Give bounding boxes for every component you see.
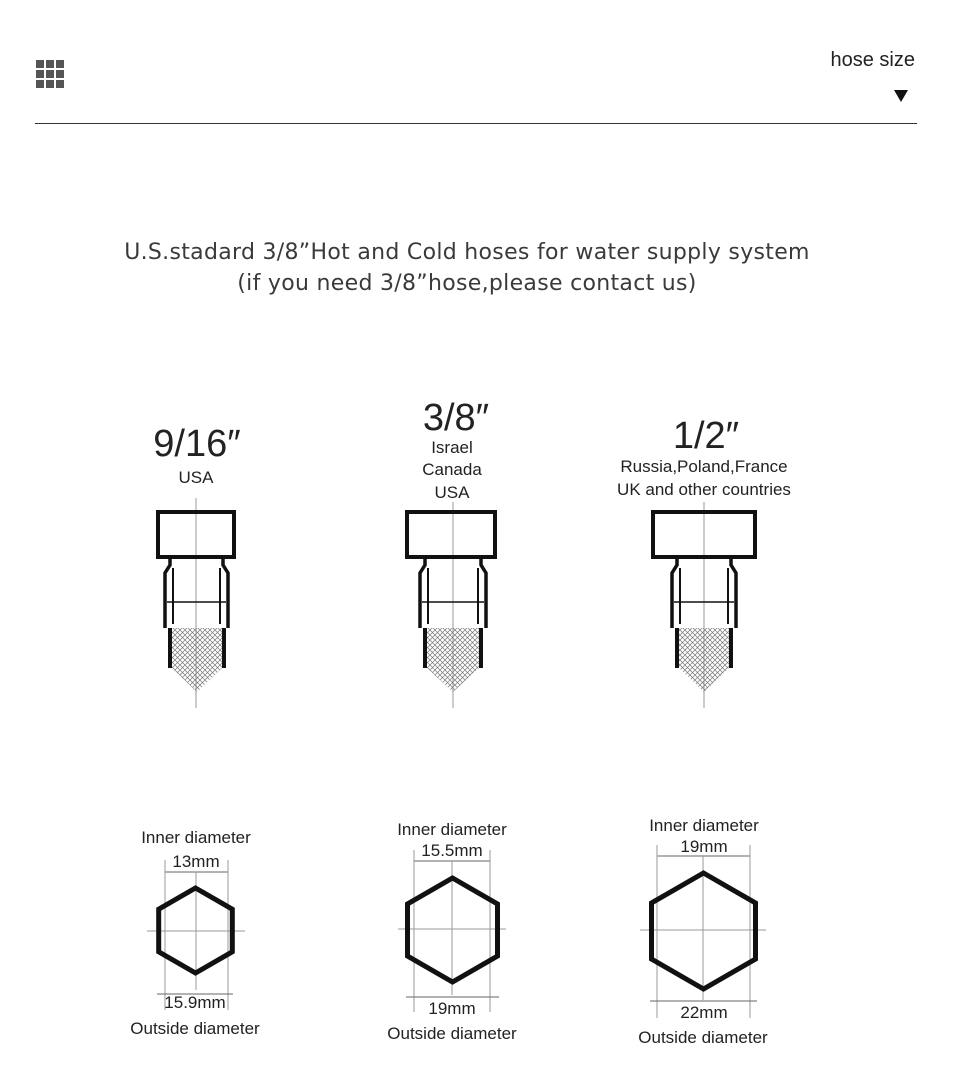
fitting-region-label: USA xyxy=(178,468,214,487)
fitting-region-label: USA xyxy=(434,483,470,502)
hose-size-label[interactable]: hose size xyxy=(830,49,915,71)
inner-diameter-label: Inner diameter xyxy=(397,820,507,839)
inner-diameter-value: 15.5mm xyxy=(421,841,483,860)
outside-diameter-value: 15.9mm xyxy=(164,993,226,1012)
hex-nut-15-5mm xyxy=(387,820,517,1043)
fitting-region-label: Israel xyxy=(431,438,473,457)
headline-line-2: (if you need 3/8”hose,please contact us) xyxy=(237,271,697,296)
outside-diameter-value: 19mm xyxy=(428,999,476,1018)
fitting-size-label: 3/8″ xyxy=(422,397,490,439)
fitting-1-2 xyxy=(617,415,791,708)
headline-line-1: U.S.stadard 3/8”Hot and Cold hoses for water supply system xyxy=(124,240,810,265)
fitting-size-label: 9/16″ xyxy=(153,423,241,465)
fitting-region-label: Canada xyxy=(422,460,482,479)
grid-menu-icon[interactable] xyxy=(36,60,64,88)
inner-diameter-label: Inner diameter xyxy=(141,828,251,847)
outside-diameter-label: Outside diameter xyxy=(130,1019,260,1038)
inner-diameter-label: Inner diameter xyxy=(649,816,759,835)
outside-diameter-value: 22mm xyxy=(680,1003,728,1022)
header-divider xyxy=(35,123,917,124)
fitting-size-label: 1/2″ xyxy=(672,415,740,457)
outside-diameter-label: Outside diameter xyxy=(638,1028,768,1047)
fitting-9-16 xyxy=(153,423,240,708)
inner-diameter-value: 19mm xyxy=(680,837,728,856)
outside-diameter-label: Outside diameter xyxy=(387,1024,517,1043)
caret-down-icon[interactable] xyxy=(894,90,908,102)
inner-diameter-value: 13mm xyxy=(172,852,220,871)
hex-nut-19mm xyxy=(638,816,768,1047)
hex-nut-13mm xyxy=(130,828,260,1038)
fitting-region-label: UK and other countries xyxy=(617,480,791,499)
fitting-3-8 xyxy=(407,397,495,708)
fitting-region-label: Russia,Poland,France xyxy=(620,457,788,476)
